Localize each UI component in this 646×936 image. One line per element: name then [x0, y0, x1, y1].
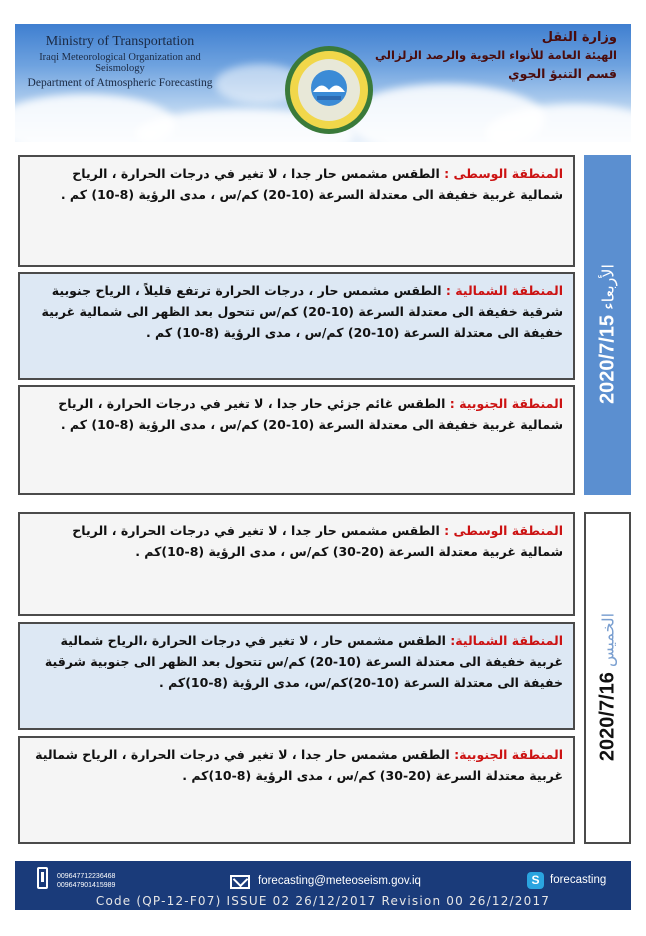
forecast-day-name: الأربعاء [598, 264, 617, 310]
region-name: المنطقة الوسطى : [444, 523, 563, 538]
region-north-day-1 [18, 272, 575, 380]
department-name-en: Department of Atmospheric Forecasting [27, 77, 213, 89]
region-name: المنطقة الوسطى : [444, 166, 563, 181]
region-forecast-text: الطقس غائم جزئي حار جدا ، لا تغير في درجات الحرارة ، الرياح شمالية غربية خفيفة الى معتدلة السرعة (10-20) كم/س ، مدى الرؤية (8-10) كم . [58, 396, 563, 432]
ministry-name-ar: وزارة النقل [541, 30, 617, 45]
phone-number: 009647712236468 [57, 873, 116, 880]
date-bar-day-2 [584, 512, 631, 844]
document-code-line: Code (QP-12-F07) ISSUE 02 26/12/2017 Revision 00 26/12/2017 [95, 894, 551, 908]
region-central-day-2 [18, 512, 575, 616]
header-banner [15, 24, 631, 142]
phone-numbers [57, 872, 115, 890]
region-name: المنطقة الجنوبية : [449, 396, 563, 411]
organization-name-ar: الهيئة العامة للأنواء الجوية والرصد الزلزالي [375, 48, 617, 62]
region-name: المنطقة الشمالية: [450, 633, 563, 648]
date-bar-day-1 [584, 155, 631, 495]
meteorological-organization-seal-icon [283, 44, 375, 136]
region-north-day-2 [18, 622, 575, 730]
header-arabic [375, 30, 617, 81]
region-south-day-2 [18, 736, 575, 844]
region-forecast-text: الطقس مشمس حار جدا ، لا تغير في درجات الحرارة ، الرياح شمالية غربية معتدلة السرعة (20-30) كم/س ، مدى الرؤية (8-10)كم . [72, 523, 563, 559]
region-forecast-text: الطقس مشمس حار جدا ، لا تغير في درجات الحرارة ، الرياح شمالية غربية خفيفة الى معتدلة السرعة (10-20) كم/س ، مدى الرؤية (8-10) كم . [60, 166, 563, 202]
ministry-name-en: Ministry of Transportation [45, 34, 195, 49]
phone-number: 009647901415989 [57, 882, 116, 889]
skype-handle[interactable]: forecasting [550, 874, 607, 886]
region-forecast-text: الطقس مشمس حار جدا ، لا تغير في درجات الحرارة ، الرياح شمالية غربية معتدلة السرعة (20-30) كم/س ، مدى الرؤية (8-10)كم . [35, 747, 563, 783]
email-link[interactable]: forecasting@meteoseism.gov.iq [258, 875, 421, 887]
region-central-day-1 [18, 155, 575, 267]
region-forecast-text: الطقس مشمس حار ، درجات الحرارة ترتفع قليلاً ، الرياح جنوبية شرقية خفيفة الى معتدلة السرعة (10-20) كم/س تتحول بعد الظهر الى شمالية غربية خفيفة الى معتدلة السرعة (10-20) كم/س ، مدى الرؤية (8-10) كم . [41, 283, 563, 340]
forecast-date: 2020/7/16 [596, 672, 618, 762]
header-english [15, 34, 225, 89]
forecast-day-name: الخميس [598, 612, 617, 668]
forecast-date: 2020/7/15 [596, 314, 618, 404]
forecast-day-2 [18, 512, 631, 844]
region-name: المنطقة الشمالية : [445, 283, 563, 298]
region-south-day-1 [18, 385, 575, 495]
skype-icon: S [527, 872, 544, 889]
phone-icon [37, 867, 48, 889]
region-forecast-text: الطقس مشمس حار ، لا تغير في درجات الحرارة ،الرياح شمالية غربية خفيفة الى معتدلة السرعة (10-20) كم/س تتحول بعد الظهر الى جنوبية شرقية خفيفة الى معتدلة السرعة (10-20)كم/س، مدى الرؤية (8-10)كم . [44, 633, 563, 690]
department-name-ar: قسم التنبؤ الجوي [508, 66, 617, 81]
footer [15, 861, 631, 910]
forecast-day-1 [18, 155, 631, 495]
organization-name-en: Iraqi Meteorological Organization and Seismology [39, 52, 201, 74]
mail-icon [230, 875, 250, 889]
region-name: المنطقة الجنوبية: [454, 747, 563, 762]
